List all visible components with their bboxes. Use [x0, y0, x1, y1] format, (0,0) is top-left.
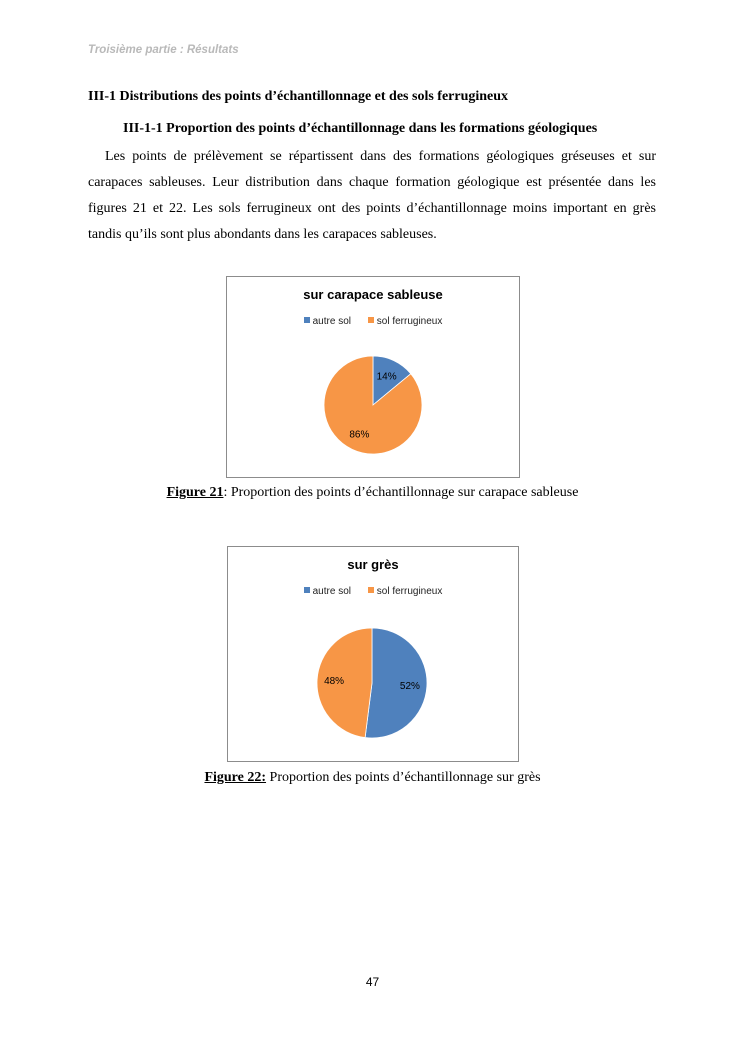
- pie-data-label: 14%: [376, 371, 397, 383]
- pie-chart: [227, 277, 519, 477]
- figure-21-text: : Proportion des points d’échantillonnage sur carapace sableuse: [223, 485, 579, 500]
- legend-label: autre sol: [312, 316, 351, 327]
- chart-carapace-sableuse: [226, 276, 520, 478]
- figure-22-text: Proportion des points d’échantillonnage sur grès: [266, 770, 541, 785]
- page-number: 47: [365, 975, 380, 989]
- legend-label: autre sol: [312, 586, 351, 597]
- section-heading: III-1 Distributions des points d’échantillonnage et des sols ferrugineux: [88, 89, 509, 104]
- figure-21-caption: [0, 485, 745, 501]
- legend-label: sol ferrugineux: [376, 316, 443, 327]
- pie-data-label: 48%: [324, 676, 345, 688]
- legend-label: sol ferrugineux: [376, 586, 443, 597]
- subsection-heading: III-1-1 Proportion des points d’échantillonnage dans les formations géologiques: [123, 121, 598, 136]
- chart-title: sur carapace sableuse: [303, 287, 443, 302]
- body-paragraph: Les points de prélèvement se répartissent dans des formations géologiques gréseuses et sur carapaces sableuses. Leur distribution dans chaque formation géologique est présentée dans les figures 21 et 22. Les sols ferrugineux ont des points d’échantillonnage moins important en grès tandis qu’ils sont plus abondants dans les carapaces sableuses.: [88, 149, 656, 242]
- chart-gres: [227, 546, 519, 762]
- pie-chart: [228, 547, 518, 761]
- pie-data-label: 52%: [399, 680, 420, 692]
- pie-data-label: 86%: [349, 429, 370, 441]
- figure-22-label: Figure 22:: [204, 770, 267, 785]
- running-head: Troisième partie : Résultats: [88, 44, 239, 56]
- figure-22-caption: [0, 770, 745, 786]
- chart-title: sur grès: [347, 557, 399, 572]
- figure-21-label: Figure 21: [166, 485, 224, 500]
